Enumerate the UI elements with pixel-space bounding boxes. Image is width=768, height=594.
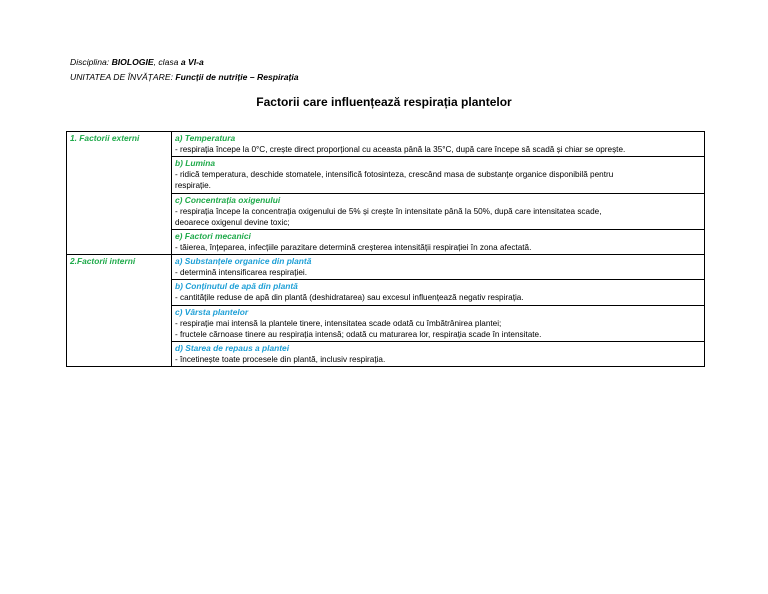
factor-item-cell	[172, 342, 704, 367]
factor-item-heading: d) Starea de repaus a plantei	[175, 343, 290, 354]
unit-line	[70, 70, 299, 85]
factor-item-description: - respirația începe la concentrația oxigenului de 5% și crește în intensitate până la 50%, după care intensitatea scade,	[175, 206, 602, 216]
document-header	[70, 55, 299, 85]
factor-item-description: - respirația începe la 0°C, crește direct proporțional cu aceasta până la 35°C, după care începe să scadă și chiar se oprește.	[175, 145, 626, 154]
factor-item-cell	[172, 230, 704, 255]
factor-items-table	[172, 132, 704, 254]
factor-item-description: - respirație mai intensă la plantele tinere, intensitatea scade odată cu îmbătrânirea plantei;	[175, 318, 502, 328]
factor-item-row	[172, 305, 704, 341]
factor-group-label-cell	[67, 132, 172, 255]
factor-item-description: - încetinește toate procesele din plantă, inclusiv respirația.	[175, 355, 386, 365]
factor-item-description: respirație.	[175, 181, 211, 191]
factor-item-cell	[172, 193, 704, 229]
factor-item-heading: e) Factori mecanici	[175, 231, 251, 242]
factor-item-cell	[172, 280, 704, 305]
factor-item-row	[172, 230, 704, 255]
factor-group-label: 1. Factorii externi	[70, 133, 140, 143]
factor-group-row	[67, 132, 705, 255]
factor-item-row	[172, 280, 704, 305]
discipline-separator: , clasa	[153, 57, 181, 67]
factor-item-description: deoarece oxigenul devine toxic;	[175, 217, 290, 227]
factor-item-description: - ridică temperatura, deschide stomatele, intensifică fotosinteza, crescând masa de substanțe organice disponibilă pentru	[175, 170, 614, 180]
factor-item-description: - determină intensificarea respirației.	[175, 268, 307, 278]
factor-item-row	[172, 157, 704, 193]
factor-item-row	[172, 132, 704, 157]
factor-item-heading: b) Lumina	[175, 158, 216, 169]
factor-items-cell	[172, 255, 705, 367]
factor-item-row	[172, 193, 704, 229]
factor-item-heading: c) Concentrația oxigenului	[175, 194, 281, 205]
factor-item-heading: c) Vârsta plantelor	[175, 306, 249, 317]
unit-prefix: UNITATEA DE ÎNVĂȚARE:	[70, 72, 176, 82]
factor-item-cell	[172, 132, 704, 157]
factor-item-heading: b) Conținutul de apă din plantă	[175, 281, 298, 292]
factor-item-description: - fructele cărnoase tinere au respirația intensă; odată cu maturarea lor, respirația scade în intensitate.	[175, 329, 542, 339]
factor-item-description: - cantitățile reduse de apă din plantă (deshidratarea) sau excesul influențează negativ respirația.	[175, 293, 524, 303]
factor-group-label: 2.Factorii interni	[70, 256, 136, 267]
factor-item-description: - tăierea, înțeparea, infecțiile parazitare determină creșterea intensității respirației în zona afectată.	[175, 243, 532, 253]
discipline-prefix: Disciplina:	[70, 57, 112, 67]
discipline-class: a VI-a	[180, 57, 204, 67]
factor-item-heading: a) Substanțele organice din plantă	[175, 256, 312, 267]
factor-group-label-cell	[67, 255, 172, 367]
unit-name: Funcții de nutriție – Respirația	[175, 72, 299, 82]
factors-table	[66, 131, 705, 367]
factor-item-row	[172, 255, 704, 280]
factor-items-table	[172, 255, 704, 366]
discipline-line	[70, 55, 299, 70]
page-title: Factorii care influențează respirația plantelor	[256, 95, 512, 109]
factor-item-heading: a) Temperatura	[175, 133, 236, 143]
factor-item-cell	[172, 255, 704, 280]
factor-group-row	[67, 255, 705, 367]
factor-items-cell	[172, 132, 705, 255]
factor-item-cell	[172, 157, 704, 193]
discipline-subject: BIOLOGIE	[111, 57, 154, 67]
factor-item-row	[172, 342, 704, 367]
factor-item-cell	[172, 305, 704, 341]
